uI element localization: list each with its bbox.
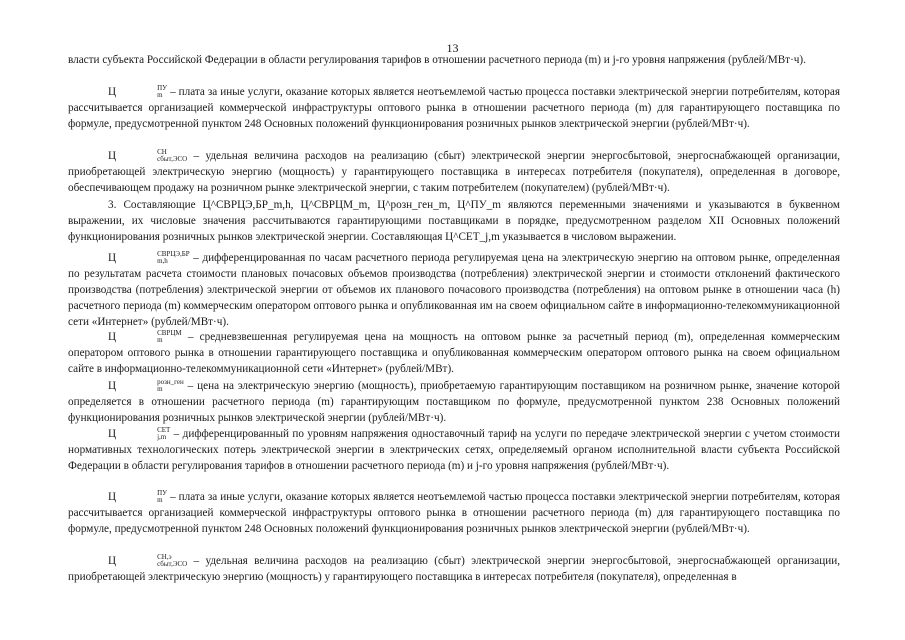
symbol-c-rozn-gen: Ц розн_ген m — [108, 378, 184, 394]
paragraph-7: Ц розн_ген m – цена на электрическую энергию (мощность), приобретаемую гарантирующим поставщиком на розничном рынке, значение которой определяется в отношении расчетного периода (m) гарантирующим поставщиком по формуле, предусмотренной пунктом 238 Основных положений функционирования розничных рынков электрической энергии (рублей/МВт·ч). — [68, 378, 840, 424]
paragraph-6: Ц СВРЦМ m – средневзвешенная регулируемая цена на мощность на оптовом рынке за расчетный период (m), определенная коммерческим оператором оптового рынка в отношении гарантирующего поставщика и опубликованная коммерческим оператором оптового рынка на своем официальном сайте в информационно-телекоммуникационной сети «Интернет» (рублей/МВт). — [68, 329, 840, 375]
symbol-c-pu-2: Ц ПУ m — [108, 489, 168, 505]
paragraph-9: Ц ПУ m – плата за иные услуги, оказание которых является неотъемлемой частью процесса поставки электрической энергии потребителям, которая рассчитывается организацией коммерческой инфраструктуры оптового рынка в отношении расчетного периода (m) для гарантирующего поставщика по формуле, предусмотренной пунктом 248 Основных положений функционирования розничных рынков электрической энергии (рублей/МВт·ч). — [68, 489, 840, 535]
paragraph-3: Ц СН сбыт,ЭСО – удельная величина расходов на реализацию (сбыт) электрической энергии энергосбытовой, энергоснабжающей организации, приобретающей электрическую энергию (мощность) у гарантирующего поставщика в интересах потребителя (покупателя), определенная в договоре, обеспечивающем продажу на розничном рынке электрической энергии, с таким потребителем (покупателем) (рублей/МВт·ч). — [68, 148, 840, 194]
paragraph-10: Ц СН,э сбыт,ЭСО – удельная величина расходов на реализацию (сбыт) электрической энергии энергосбытовой, энергоснабжающей организации, приобретающей электрическую энергию (мощность) у гарантирующего поставщика в интересах потребителя (покупателя), определенная в — [68, 553, 840, 583]
paragraph-2: Ц ПУ m – плата за иные услуги, оказание которых является неотъемлемой частью процесса поставки электрической энергии потребителям, которая рассчитывается организацией коммерческой инфраструктуры оптового рынка в отношении расчетного периода (m) для гарантирующего поставщика по формуле, предусмотренной пунктом 248 Основных положений функционирования розничных рынков электрической энергии (рублей/МВт·ч). — [68, 84, 840, 130]
symbol-c-svrcm: Ц СВРЦМ m — [108, 329, 182, 345]
symbol-c-sn: Ц СН сбыт,ЭСО — [108, 148, 188, 164]
symbol-c-pu: Ц ПУ m — [108, 84, 168, 100]
paragraph-8: Ц СЕТ j,m – дифференцированный по уровням напряжения одноставочный тариф на услуги по передаче электрической энергии с учетом стоимости нормативных технологических потерь электрической энергии в электрических сетях, определяемый органом исполнительной власти субъекта Российской Федерации в области регулирования тарифов в отношении расчетного периода (m) и j-го уровня напряжения (рублей/МВт·ч). — [68, 426, 840, 472]
page-number: 13 — [446, 41, 459, 55]
paragraph-4: 3. Составляющие Ц^СВРЦЭ,БР_m,h, Ц^СВРЦМ_m, Ц^розн_ген_m, Ц^ПУ_m являются переменными значениями и указываются в буквенном выражении, их числовые значения рассчитываются гарантирующими поставщиками в порядке, предусмотренном разделом XII Основных положений функционирования розничных рынков электрической энергии. Составляющая Ц^СЕТ_j,m указывается в числовом выражении. — [68, 199, 840, 243]
symbol-c-set: Ц СЕТ j,m — [108, 426, 171, 442]
symbol-c-svrce: Ц СВРЦЭ,БР m,h — [108, 250, 190, 266]
paragraph-5: Ц СВРЦЭ,БР m,h – дифференцированная по часам расчетного периода регулируемая цена на электрическую энергию на оптовом рынке, определенная по результатам расчета стоимости плановых почасовых объемов производства (потребления) электрической энергии и стоимости отклонений фактического производства (потребления) электрической энергии от объемов их планового почасового производства (потребления) на оптовом рынке в отношении часа (h) расчетного периода (m) коммерческим оператором оптового рынка и опубликованная им на своем официальном сайте в информационно-телекоммуникационной сети «Интернет» (рублей/МВт·ч). — [68, 250, 840, 328]
paragraph-1: власти субъекта Российской Федерации в области регулирования тарифов в отношении расчетного периода (m) и j-го уровня напряжения (рублей/МВт·ч). — [68, 54, 806, 66]
symbol-c-sn-e: Ц СН,э сбыт,ЭСО — [108, 553, 188, 569]
